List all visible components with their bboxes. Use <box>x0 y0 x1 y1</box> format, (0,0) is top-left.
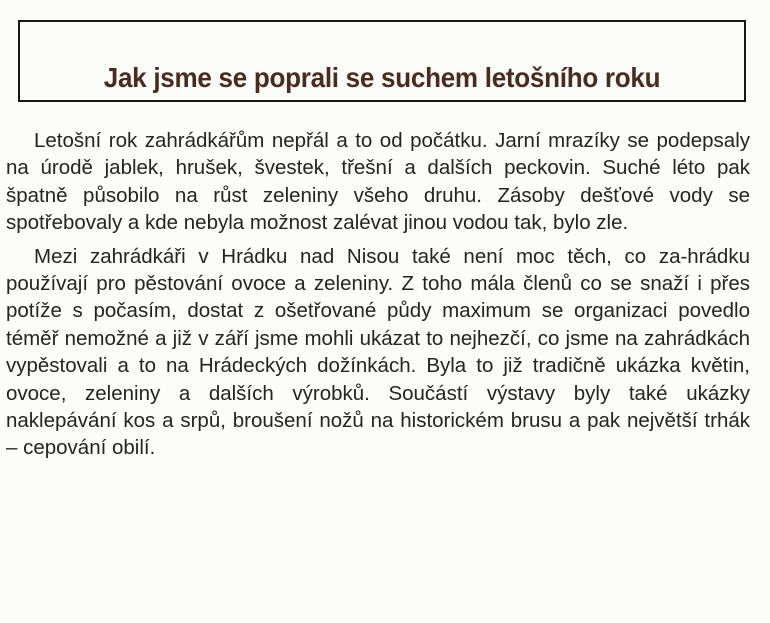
article-body <box>6 127 750 462</box>
paragraph-2: Mezi zahrádkáři v Hrádku nad Nisou také není moc těch, co za-hrádku používají pro pěstování ovoce a zeleniny. Z toho mála členů co se snaží i přes potíže s počasím, dostat z ošetřované půdy maximum se organizaci povedlo téměř nemožné a již v září jsme mohli ukázat to nejhezčí, co jsme na zahrádkách vypěstovali a to na Hrádeckých dožínkách. Byla to již tradičně ukázka květin, ovoce, zeleniny a dalších výrobků. Součástí výstavy byly také ukázky naklepávání kos a srpů, broušení nožů na historickém brusu a pak největší trhák – cepování obilí. <box>6 244 750 460</box>
article-title: Jak jsme se poprali se suchem letošního roku <box>103 62 661 93</box>
paragraph-1: Letošní rok zahrádkářům nepřál a to od počátku. Jarní mrazíky se podepsaly na úrodě jablek, hrušek, švestek, třešní a dalších peckovin. Suché léto pak špatně působilo na růst zeleniny všeho druhu. Zásoby dešťové vody se spotřebovaly a kde nebyla možnost zalévat jinou vodou tak, bylo zle. <box>6 129 750 235</box>
title-box <box>18 20 746 102</box>
